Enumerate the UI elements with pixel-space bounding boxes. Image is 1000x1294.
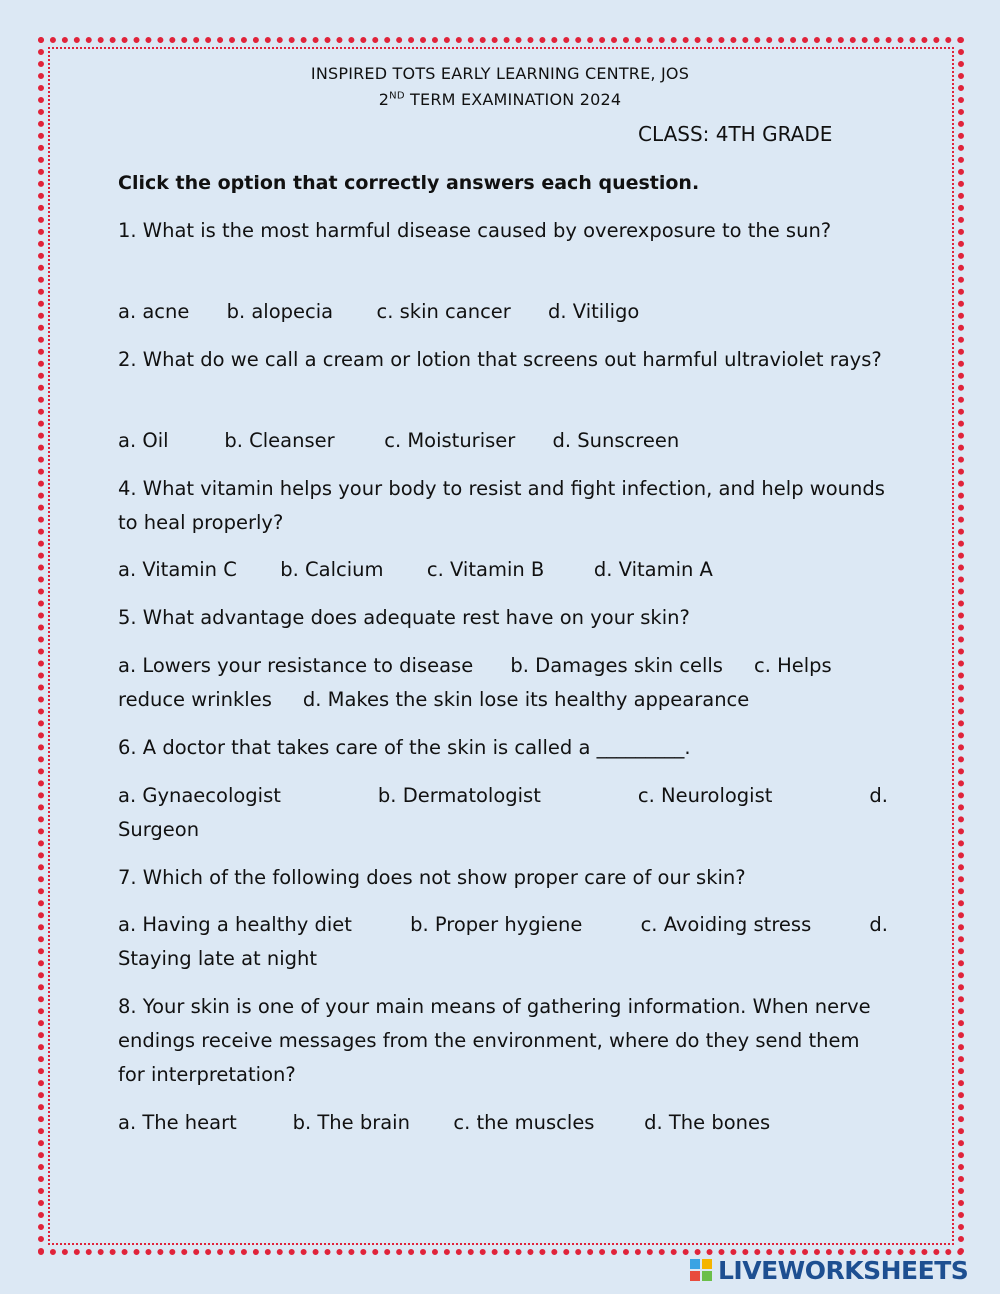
option[interactable]: a. acne — [118, 300, 190, 323]
question-7: 7. Which of the following does not show proper care of our skin? — [118, 866, 746, 889]
option[interactable]: c. Moisturiser — [384, 429, 516, 452]
option[interactable]: c. Vitamin B — [426, 558, 545, 581]
option[interactable]: a. Lowers your resistance to disease — [118, 654, 474, 677]
option[interactable]: b. Dermatologist — [377, 784, 541, 807]
liveworksheets-icon — [690, 1259, 714, 1281]
option[interactable]: d. The bones — [644, 1111, 771, 1134]
option[interactable]: b. alopecia — [226, 300, 334, 323]
school-name: INSPIRED TOTS EARLY LEARNING CENTRE, JOS — [310, 64, 690, 83]
options-1 — [118, 295, 888, 329]
option[interactable]: b. Calcium — [280, 558, 384, 581]
option[interactable]: c. Helps reduce wrinkles — [118, 654, 832, 711]
option[interactable]: c. Neurologist — [637, 784, 773, 807]
option[interactable]: c. skin cancer — [376, 300, 511, 323]
option[interactable]: d. Makes the skin lose its healthy appearance — [302, 688, 750, 711]
option[interactable]: a. The heart — [118, 1111, 237, 1134]
option[interactable]: a. Oil — [118, 429, 169, 452]
liveworksheets-logo[interactable] — [690, 1255, 968, 1285]
option[interactable]: b. The brain — [292, 1111, 410, 1134]
option[interactable]: b. Cleanser — [224, 429, 335, 452]
options-4 — [118, 553, 888, 587]
option[interactable]: d. Sunscreen — [552, 429, 680, 452]
option[interactable]: a. Gynaecologist — [118, 784, 281, 807]
option[interactable]: a. Having a healthy diet — [118, 913, 352, 936]
options-5 — [118, 649, 888, 717]
options-6 — [118, 779, 888, 847]
class-label: CLASS: 4TH GRADE — [638, 122, 833, 146]
option-letter: d. — [869, 913, 888, 936]
option[interactable]: b. Proper hygiene — [410, 913, 583, 936]
option[interactable]: d. Vitamin A — [593, 558, 713, 581]
option[interactable]: a. Vitamin C — [118, 558, 237, 581]
exam-title: 2ND TERM EXAMINATION 2024 — [378, 90, 622, 109]
option[interactable]: b. Damages skin cells — [510, 654, 723, 677]
question-1: 1. What is the most harmful disease caused by overexposure to the sun? — [118, 219, 832, 242]
question-2: 2. What do we call a cream or lotion that screens out harmful ultraviolet rays? — [118, 348, 882, 371]
options-8 — [118, 1106, 888, 1140]
brand-name: LIVEWORKSHEETS — [718, 1255, 969, 1285]
option[interactable]: c. Avoiding stress — [640, 913, 812, 936]
option[interactable]: Surgeon — [118, 818, 200, 841]
question-4: 4. What vitamin helps your body to resist and fight infection, and help wounds to heal properly? — [118, 477, 885, 534]
option[interactable]: c. the muscles — [453, 1111, 595, 1134]
instruction: Click the option that correctly answers each question. — [118, 172, 700, 194]
options-7 — [118, 908, 888, 976]
question-8: 8. Your skin is one of your main means of gathering information. When nerve endings receive messages from the environment, where do they send them for interpretation? — [118, 995, 871, 1086]
option[interactable]: d. Vitiligo — [548, 300, 640, 323]
option[interactable]: Staying late at night — [118, 947, 318, 970]
question-5: 5. What advantage does adequate rest have on your skin? — [118, 606, 690, 629]
option-letter: d. — [869, 784, 888, 807]
options-2 — [118, 424, 888, 458]
question-6: 6. A doctor that takes care of the skin is called a _________. — [118, 736, 691, 759]
